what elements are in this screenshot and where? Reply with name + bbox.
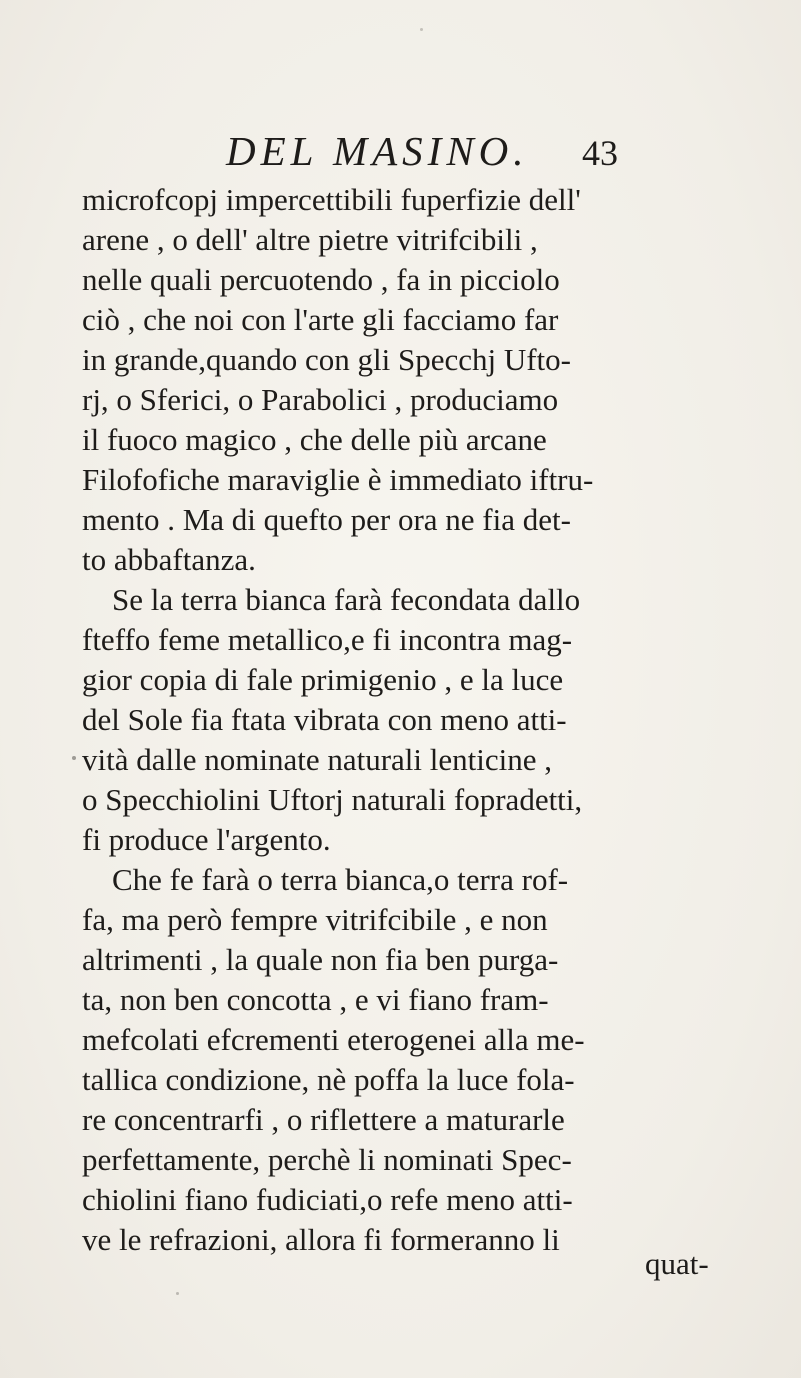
text-line: il fuoco magico , che delle più arcane (82, 422, 547, 457)
text-line: to abbaftanza. (82, 542, 256, 577)
text-line: Se la terra bianca farà fecondata dallo (112, 582, 581, 617)
text-line: ta, non ben concotta , e vi fiano fram- (82, 982, 549, 1017)
text-line: nelle quali percuotendo , fa in picciolo (82, 262, 560, 297)
text-line: o Specchiolini Uftorj naturali fopradetti, (82, 782, 583, 817)
ink-speck (72, 756, 76, 760)
text-line: mefcolati efcrementi eterogenei alla me- (82, 1022, 585, 1057)
running-title: DEL MASINO. (226, 128, 529, 174)
text-line: mento . Ma di quefto per ora ne fia det- (82, 502, 571, 537)
ink-speck (176, 1292, 179, 1295)
text-line: Che fe farà o terra bianca,o terra rof- (112, 862, 569, 897)
text-line: ve le refrazioni, allora fi formeranno li (82, 1222, 560, 1257)
text-line: gior copia di fale primigenio , e la luce (82, 662, 564, 697)
text-line: tallica condizione, nè poffa la luce fola- (82, 1062, 575, 1097)
ink-speck (420, 28, 423, 31)
text-line: rj, o Sferici, o Parabolici , produciamo (82, 382, 559, 417)
text-line: in grande,quando con gli Specchj Ufto- (82, 342, 571, 377)
text-line: del Sole fia ftata vibrata con meno atti- (82, 702, 567, 737)
text-line: Filofofiche maraviglie è immediato iftru- (82, 462, 594, 497)
text-line: fteffo feme metallico,e fi incontra mag- (82, 622, 573, 657)
text-line: perfettamente, perchè li nominati Spec- (82, 1142, 572, 1177)
catchword: quat- (645, 1246, 709, 1281)
text-line: chiolini fiano fudiciati,o refe meno atti- (82, 1182, 573, 1217)
text-line: altrimenti , la quale non fia ben purga- (82, 942, 559, 977)
text-line: ciò , che noi con l'arte gli facciamo far (82, 302, 559, 337)
text-line: arene , o dell' altre pietre vitrifcibili , (82, 222, 538, 257)
text-line: fa, ma però fempre vitrifcibile , e non (82, 902, 548, 937)
text-line: re concentrarfi , o riflettere a maturarle (82, 1102, 565, 1137)
page-number: 43 (582, 133, 618, 173)
text-line: fi produce l'argento. (82, 822, 331, 857)
text-line: microfcopj impercettibili fuperfizie dell' (82, 182, 581, 217)
text-line: vità dalle nominate naturali lenticine , (82, 742, 552, 777)
page-header (0, 128, 801, 178)
